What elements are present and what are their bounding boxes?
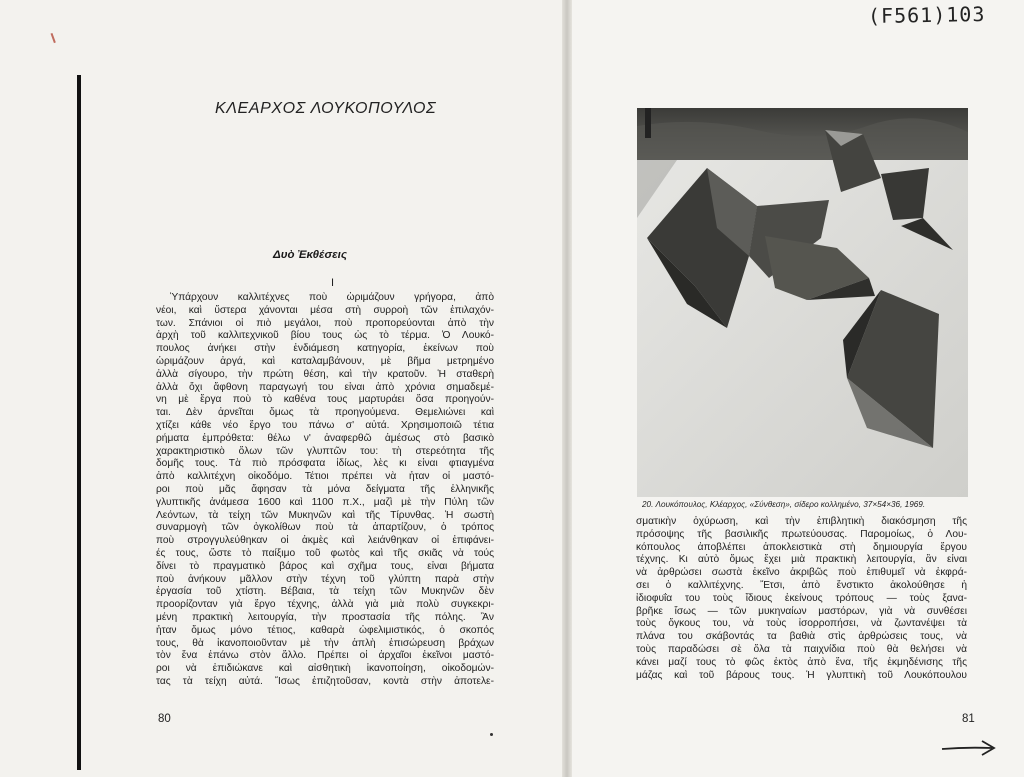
text-line: γλυπτικῆς ἀνάμεσα 1600 καὶ 1100 π.Χ., μαζὶ μὲ τὴν Πύλη τῶν bbox=[156, 496, 494, 508]
text-line: ἦταν ὅμως μόνο τέτιος, καθαρὰ ὠφελιμιστικός, ὁ σκοπός bbox=[156, 624, 494, 636]
text-line: τέχνης. Κι αὐτὸ ὅμως ἔχει μιὰ πρακτικὴ λειτουργία, ἂν εἶναι bbox=[636, 554, 967, 566]
ink-dot bbox=[490, 733, 493, 736]
text-line: Λεόντων, τὰ τείχη τῶν Μυκηνῶν καὶ τῆς Τίρυνθας. Ἡ σωστὴ bbox=[156, 509, 494, 521]
section-number: I bbox=[331, 277, 335, 289]
text-line: συναρμογὴ τῶν ὀγκολίθων ποὺ τὰ ἀπαρτίζουν, ὁ τρόπος bbox=[156, 522, 494, 534]
text-line: σει ὁ καλλιτέχνης. Ἔτσι, ἀπὸ ἔνστικτο ἀκολούθησε ἡ bbox=[636, 579, 967, 591]
author-heading: ΚΛΕΑΡΧΟΣ ΛΟΥΚΟΠΟΥΛΟΣ bbox=[215, 100, 437, 117]
text-line: ροι νὰ ἐπιδιώκανε καὶ αἰσθητικὴ ἱκανοποίηση, οἰκοδομών- bbox=[156, 663, 494, 675]
text-line: νὰ ἀρθρώσει σωστὰ ἐκεῖνο ἀκριβῶς ποὺ ἐπιθυμεῖ νὰ ἐκφρά- bbox=[636, 567, 967, 579]
text-line: νη μὲ ἔργα ποὺ τὸ καθένα τους μαρτυράει ὅσα προηγούν- bbox=[156, 394, 494, 406]
page-number-right: 81 bbox=[962, 713, 975, 725]
text-line: δομῆς τους. Τὰ πιὸ πρόσφατα ἰδίως, λὲς κι εἶναι φτιαγμένα bbox=[156, 458, 494, 470]
text-line: ἀπὸ καλλιτέχνη οἰκοδόμο. Τέτιοι πρέπει νὰ ἦταν οἱ μαστό- bbox=[156, 471, 494, 483]
archive-handwritten-note: (F561)103 bbox=[867, 1, 986, 29]
text-line: ἀλλὰ ὄχι ἄφθονη παραγωγή του εἶναι ἀπὸ χρόνια σημαδεμέ- bbox=[156, 381, 494, 393]
text-line: των. Σπάνιοι οἱ πιὸ μεγάλοι, ποὺ προπορεύονται ἀπὸ τὴν bbox=[156, 317, 494, 329]
text-line: πλάνα του σκάβοντάς τα βαθιὰ στὶς ἀρθρώσεις τους, νὰ bbox=[636, 631, 967, 643]
text-line: δίνει τὸ πραγματικὸ βάρος καὶ σχῆμα τους, εἶναι βήματα bbox=[156, 560, 494, 572]
text-line: τοὺς ὄγκους του, νὰ τοὺς ἰσορροπήσει, νὰ ζωντανέψει τὰ bbox=[636, 618, 967, 630]
text-line: πρόσοψης τῆς βασιλικῆς πρωτεύουσας. Παρομοίως, ὁ Λου- bbox=[636, 528, 967, 540]
margin-bar bbox=[77, 75, 81, 770]
text-line: ἀλλὰ σίγουρο, τὴν πρώτη θέση, καὶ τὴν κρατοῦν. Ἡ σταθερὴ bbox=[156, 368, 494, 380]
left-text-column bbox=[156, 292, 494, 689]
text-line: ποὺ ἀνήκουν μᾶλλον στὴν τέχνη τοῦ γλύπτη παρὰ στὴν bbox=[156, 573, 494, 585]
text-line: ές τους, ὥστε τὸ παίξιμο τοῦ φωτὸς καὶ τῆς σκιᾶς νὰ τούς bbox=[156, 547, 494, 559]
text-line: ἰδιοφυΐα του τοὺς ἴδιους ἐκείνους τρόπους — τοὺς ξανα- bbox=[636, 592, 967, 604]
text-line: ποὺ στρογγυλεύθηκαν οἱ ἀκμὲς καὶ λειάνθηκαν οἱ ἐπιφάνει- bbox=[156, 535, 494, 547]
sculpture-photo bbox=[637, 108, 968, 497]
text-line: ὡριμάζουν ἀργά, καὶ καταλαμβάνουν, μὲ βῆμα μετρημένο bbox=[156, 355, 494, 367]
arrow-right-icon bbox=[940, 737, 998, 759]
text-line: τας τὰ τείχη αὐτά. Ἴσως ἐπιζητοῦσαν, κοντὰ στὴν ἀποτελε- bbox=[156, 675, 494, 687]
photo-caption: 20. Λουκόπουλος, Κλέαρχος, «Σύνθεση», σίδερο κολλημένο, 37×54×36, 1969. bbox=[642, 500, 926, 509]
text-line: μάζας καὶ τοῦ βάρους τους. Ἡ γλυπτικὴ τοῦ Λουκόπουλου bbox=[636, 669, 967, 681]
book-gutter bbox=[562, 0, 572, 777]
text-line: μένη πρακτικὴ λειτουργία, τὴν προστασία τῆς πόλης. Ἂν bbox=[156, 611, 494, 623]
sculpture-image bbox=[637, 108, 968, 497]
text-line: ἐργασία τοῦ χτίστη. Βέβαια, τὰ τείχη τῶν Μυκηνῶν δὲν bbox=[156, 586, 494, 598]
text-line: Ὑπάρχουν καλλιτέχνες ποὺ ὡριμάζουν γρήγορα, ἀπὸ bbox=[170, 292, 494, 303]
section-title: Δυὸ Ἐκθέσεις bbox=[273, 249, 347, 261]
text-line: χτίζει κάθε νέο ἔργο του πάνω σ' αὐτά. Χρησιμοποιῶ τέτια bbox=[156, 419, 494, 431]
text-line: πουλος ἀνήκει στὴν ἐνδιάμεση κατηγορία, ἐκείνων ποὺ bbox=[156, 343, 494, 355]
text-line: προορίζονταν γιὰ ἔργο τέχνης, ἀλλὰ γιὰ μιὰ πολὺ συγκεκρι- bbox=[156, 599, 494, 611]
text-line: βρῆκε ἴσως — τῶν μυκηναίων μαστόρων, γιὰ νὰ συνθέσει bbox=[636, 605, 967, 617]
right-text-column bbox=[636, 516, 967, 682]
text-line: σματικὴν ὀχύρωση, καὶ τὴν ἐπιβλητικὴ διακόσμηση τῆς bbox=[636, 516, 967, 527]
text-line: ται. Δὲν ἀρνεῖται ὅμως τὰ προηγούμενα. Θεμελιώνει καὶ bbox=[156, 407, 494, 419]
text-line: ροι ποὺ μᾶς ἄφησαν τὰ μόνα δείγματα τῆς ἑλληνικῆς bbox=[156, 483, 494, 495]
page-number-left: 80 bbox=[158, 713, 171, 725]
text-line: τοὺς παραδώσει σὲ ὅλα τὰ παιχνίδια ποὺ θὰ θελήσει νὰ bbox=[636, 643, 967, 655]
text-line: ἀρχὴ τοῦ καλλιτεχνικοῦ βίου τους ὡς τὸ τέρμα. Ὁ Λουκό- bbox=[156, 330, 494, 342]
text-line: τὸν ἕνα ἐπάνω στὸν ἄλλο. Πρέπει οἱ ἀρχαῖοι ἐκεῖνοι μαστό- bbox=[156, 650, 494, 662]
text-line: ρήματα ἐμπρόθετα: θέλω ν' ἀναφερθῶ ἀμέσως στὸ βασικὸ bbox=[156, 432, 494, 444]
text-line: κάνει μαζί τους τὸ φῶς ἐκτὸς ἀπὸ ἕνα, τῆς ἐκμηδένισης τῆς bbox=[636, 656, 967, 668]
text-line: νέοι, καὶ ὕστερα χάνονται μέσα στὴ συρροὴ τῶν ἐπιλαχόν- bbox=[156, 304, 494, 316]
text-line: κόπουλος ἀποβλέπει ἀποκλειστικὰ στὴ δημιουργία ἔργου bbox=[636, 541, 967, 553]
text-line: χαρακτηριστικὸ ὅλων τῶν γλυπτῶν του: τὴ στερεότητα τῆς bbox=[156, 445, 494, 457]
text-line: τους, θὰ ἱκανοποιοῦνταν μὲ τὴν ἁπλὴ ἐπισώρευση βράχων bbox=[156, 637, 494, 649]
